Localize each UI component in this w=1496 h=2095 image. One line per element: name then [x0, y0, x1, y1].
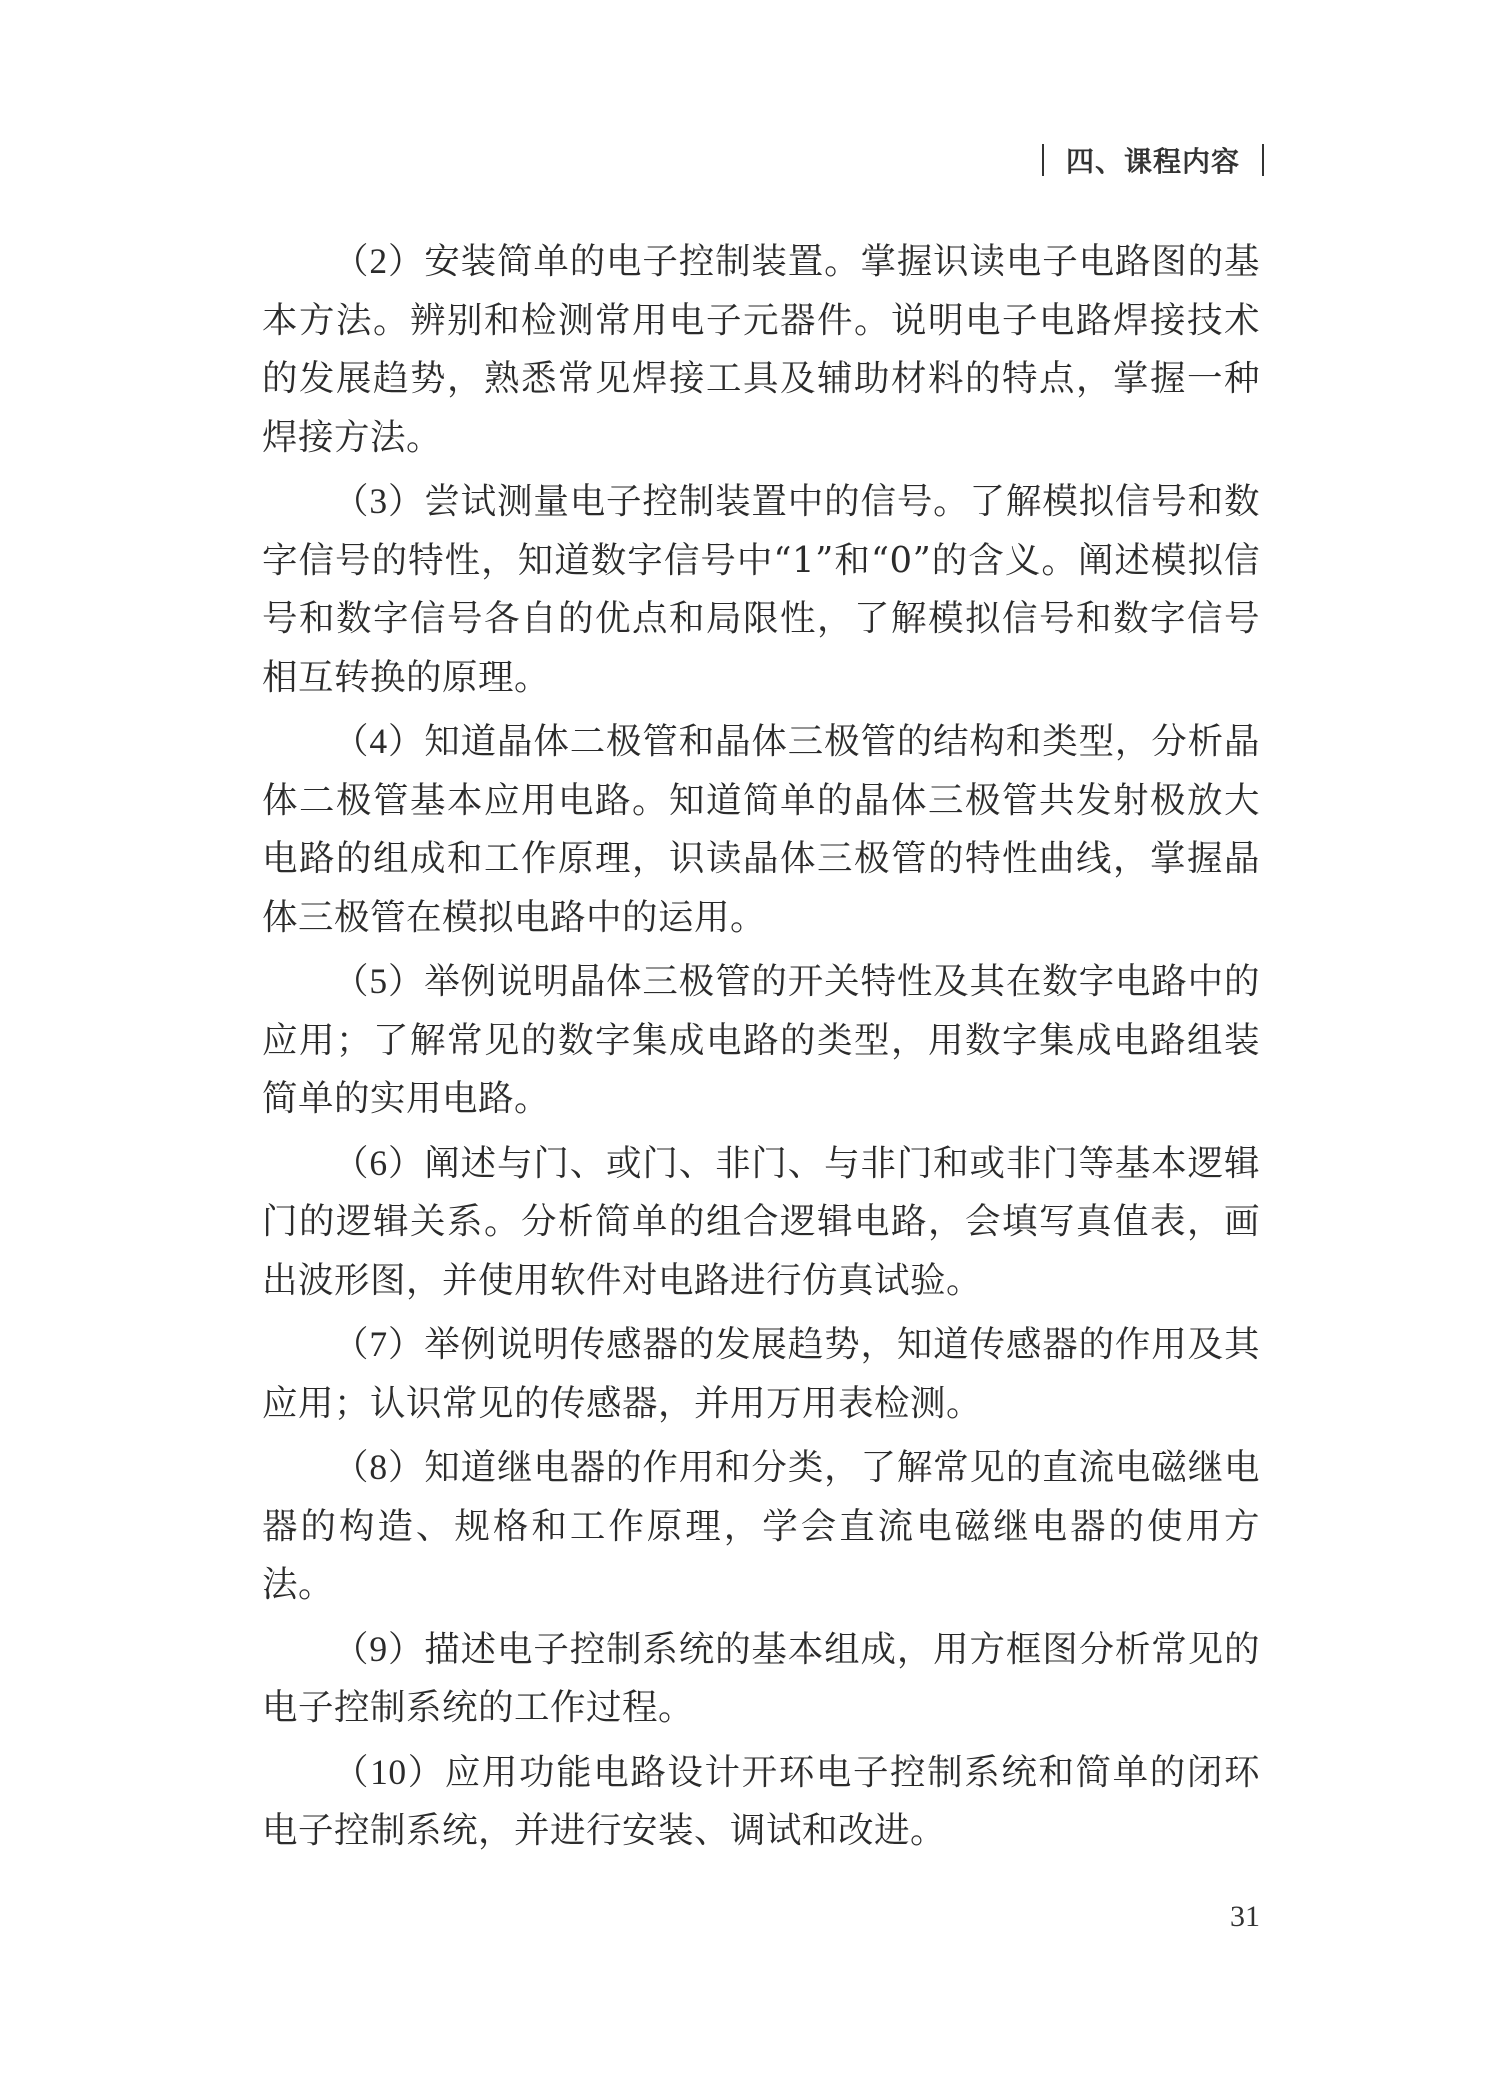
item-number: （8）: [333, 1447, 425, 1487]
item-number: （5）: [333, 961, 425, 1001]
paragraph-item-5: [262, 952, 1260, 1129]
item-text: 知道晶体二极管和晶体三极管的结构和类型，分析晶体二极管基本应用电路。知道简单的晶体三极管共发射极放大电路的组成和工作原理，识读晶体三极管的特性曲线，掌握晶体三极管在模拟电路中的运用。: [262, 721, 1260, 938]
header-right-rule: [1262, 144, 1264, 176]
item-text: 描述电子控制系统的基本组成，用方框图分析常见的电子控制系统的工作过程。: [262, 1628, 1260, 1728]
running-header: [1042, 140, 1264, 180]
header-left-rule: [1042, 144, 1044, 176]
page-number: 31: [1230, 1900, 1260, 1933]
item-number: （9）: [333, 1628, 425, 1669]
item-text: 应用功能电路设计开环电子控制系统和简单的闭环电子控制系统，并进行安装、调试和改进。: [262, 1751, 1260, 1851]
item-text: 知道继电器的作用和分类，了解常见的直流电磁继电器的构造、规格和工作原理，学会直流电磁继电器的使用方法。: [262, 1447, 1260, 1605]
item-number: （4）: [333, 721, 425, 761]
paragraph-item-7: [262, 1315, 1260, 1433]
paragraph-item-4: [262, 712, 1260, 947]
paragraph-item-10: [262, 1743, 1260, 1861]
item-text: 举例说明传感器的发展趋势，知道传感器的作用及其应用；认识常见的传感器，并用万用表检测。: [262, 1324, 1260, 1424]
paragraph-item-3: [262, 472, 1260, 707]
item-number: （2）: [333, 241, 425, 281]
item-text: 安装简单的电子控制装置。掌握识读电子电路图的基本方法。辨别和检测常用电子元器件。说明电子电路焊接技术的发展趋势，熟悉常见焊接工具及辅助材料的特点，掌握一种焊接方法。: [262, 241, 1260, 458]
paragraph-item-2: [262, 232, 1260, 467]
body-text: [262, 232, 1260, 1866]
item-text: 阐述与门、或门、非门、与非门和或非门等基本逻辑门的逻辑关系。分析简单的组合逻辑电路，会填写真值表，画出波形图，并使用软件对电路进行仿真试验。: [262, 1142, 1260, 1301]
item-text: 举例说明晶体三极管的开关特性及其在数字电路中的应用；了解常见的数字集成电路的类型，用数字集成电路组装简单的实用电路。: [262, 961, 1260, 1119]
paragraph-item-6: [262, 1134, 1260, 1311]
item-text: 尝试测量电子控制装置中的信号。了解模拟信号和数字信号的特性，知道数字信号中“1”和“0”的含义。阐述模拟信号和数字信号各自的优点和局限性，了解模拟信号和数字信号相互转换的原理。: [262, 481, 1260, 698]
paragraph-item-9: [262, 1620, 1260, 1738]
section-title: 四、课程内容: [1065, 145, 1240, 178]
item-number: （7）: [333, 1324, 425, 1364]
paragraph-item-8: [262, 1438, 1260, 1615]
item-number: （10）: [333, 1751, 445, 1792]
item-number: （3）: [333, 481, 425, 521]
item-number: （6）: [333, 1142, 425, 1183]
